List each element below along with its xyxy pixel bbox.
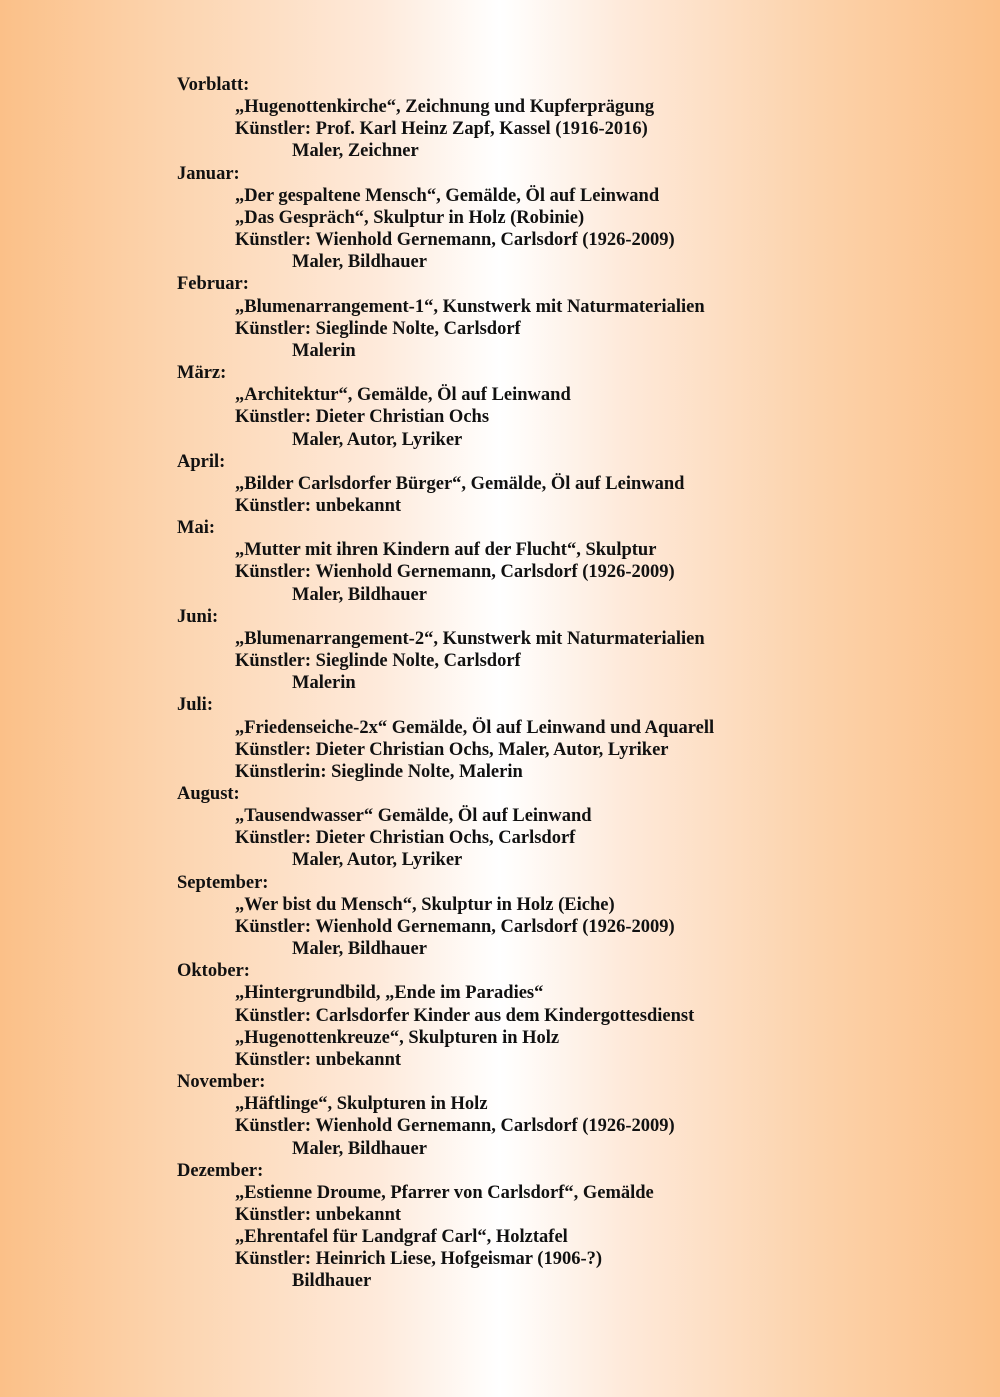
artwork-entry-line: Künstler: Dieter Christian Ochs, Maler, Autor, Lyriker (235, 739, 669, 760)
month-section (177, 606, 977, 695)
artist-profession: Maler, Zeichner (292, 141, 419, 162)
artwork-entry-line: Künstler: Carlsdorfer Kinder aus dem Kindergottesdienst (235, 1005, 695, 1026)
month-section (177, 783, 977, 872)
month-heading: August: (177, 784, 240, 804)
artwork-entry-line: Künstler: Sieglinde Nolte, Carlsdorf (235, 318, 521, 339)
month-section (177, 517, 977, 606)
artwork-entry-line: „Friedenseiche-2x“ Gemälde, Öl auf Leinwand und Aquarell (235, 717, 715, 738)
artwork-entry-line: Künstler: unbekannt (235, 495, 402, 516)
artist-profession: Maler, Autor, Lyriker (292, 429, 463, 450)
month-section (177, 451, 977, 517)
artist-profession: Malerin (292, 673, 356, 694)
artwork-entry-line: „Wer bist du Mensch“, Skulptur in Holz (Eiche) (235, 894, 615, 915)
month-section (177, 1160, 977, 1293)
artwork-entry-line: „Ehrentafel für Landgraf Carl“, Holztafel (235, 1227, 568, 1248)
month-section (177, 362, 977, 451)
artwork-entry-line: Künstlerin: Sieglinde Nolte, Malerin (235, 761, 523, 782)
artwork-entry-line: Künstler: Sieglinde Nolte, Carlsdorf (235, 651, 521, 672)
month-section (177, 74, 977, 163)
artwork-entry-line: Künstler: Dieter Christian Ochs (235, 407, 490, 428)
artwork-entry-line: „Tausendwasser“ Gemälde, Öl auf Leinwand (235, 806, 592, 827)
artist-profession: Maler, Bildhauer (292, 939, 427, 960)
artwork-entry-line: „Mutter mit ihren Kindern auf der Flucht“, Skulptur (235, 540, 657, 561)
artwork-entry-line: „Hintergrundbild, „Ende im Paradies“ (235, 983, 544, 1004)
artwork-entry-line: „Architektur“, Gemälde, Öl auf Leinwand (235, 385, 571, 406)
artwork-entry-line: Künstler: unbekannt (235, 1204, 402, 1225)
artwork-entry-line: „Hugenottenkirche“, Zeichnung und Kupferprägung (235, 97, 655, 118)
month-heading: Oktober: (177, 961, 250, 982)
artwork-entry-line: „Blumenarrangement-1“, Kunstwerk mit Naturmaterialien (235, 296, 705, 317)
artwork-entry-line: Künstler: Prof. Karl Heinz Zapf, Kassel (1916-2016) (235, 119, 648, 140)
artwork-entry-line: „Das Gespräch“, Skulptur in Holz (Robinie) (235, 207, 585, 228)
artwork-entry-line: Künstler: Wienhold Gernemann, Carlsdorf (1926-2009) (235, 1116, 675, 1137)
month-heading: Dezember: (177, 1160, 264, 1181)
month-section (177, 694, 977, 783)
artwork-entry-line: „Hugenottenkreuze“, Skulpturen in Holz (235, 1027, 560, 1048)
month-heading: April: (177, 451, 226, 472)
month-heading: Juni: (177, 606, 219, 627)
month-section (177, 273, 977, 362)
artist-profession: Bildhauer (292, 1271, 372, 1292)
artwork-entry-line: Künstler: Heinrich Liese, Hofgeismar (1906-?) (235, 1249, 603, 1270)
artist-profession: Maler, Bildhauer (292, 252, 427, 273)
month-section (177, 163, 977, 274)
month-heading: Mai: (177, 518, 216, 539)
month-section (177, 872, 977, 961)
artwork-entry-line: „Blumenarrangement-2“, Kunstwerk mit Naturmaterialien (235, 628, 705, 649)
artwork-entry-line: Künstler: unbekannt (235, 1049, 402, 1070)
month-heading: März: (177, 363, 227, 384)
artwork-entry-line: „Der gespaltene Mensch“, Gemälde, Öl auf Leinwand (235, 185, 660, 206)
month-heading: Februar: (177, 274, 249, 295)
artwork-list (177, 74, 977, 1293)
artwork-entry-line: „Bilder Carlsdorfer Bürger“, Gemälde, Öl auf Leinwand (235, 473, 685, 494)
month-section (177, 960, 977, 1071)
artwork-entry-line: Künstler: Wienhold Gernemann, Carlsdorf (1926-2009) (235, 916, 675, 937)
artist-profession: Maler, Bildhauer (292, 1138, 427, 1159)
month-heading: September: (177, 872, 269, 893)
month-heading: November: (177, 1072, 266, 1093)
artwork-entry-line: „Häftlinge“, Skulpturen in Holz (235, 1094, 488, 1115)
artist-profession: Maler, Autor, Lyriker (292, 850, 463, 871)
month-heading: Vorblatt: (177, 75, 250, 95)
month-heading: Januar: (177, 163, 240, 184)
month-section (177, 1071, 977, 1160)
artist-profession: Malerin (292, 340, 356, 361)
artwork-entry-line: Künstler: Wienhold Gernemann, Carlsdorf (1926-2009) (235, 230, 675, 251)
artwork-entry-line: Künstler: Dieter Christian Ochs, Carlsdorf (235, 828, 576, 849)
artwork-entry-line: „Estienne Droume, Pfarrer von Carlsdorf“, Gemälde (235, 1182, 654, 1203)
artist-profession: Maler, Bildhauer (292, 584, 427, 605)
artwork-entry-line: Künstler: Wienhold Gernemann, Carlsdorf (1926-2009) (235, 562, 675, 583)
month-heading: Juli: (177, 695, 213, 716)
